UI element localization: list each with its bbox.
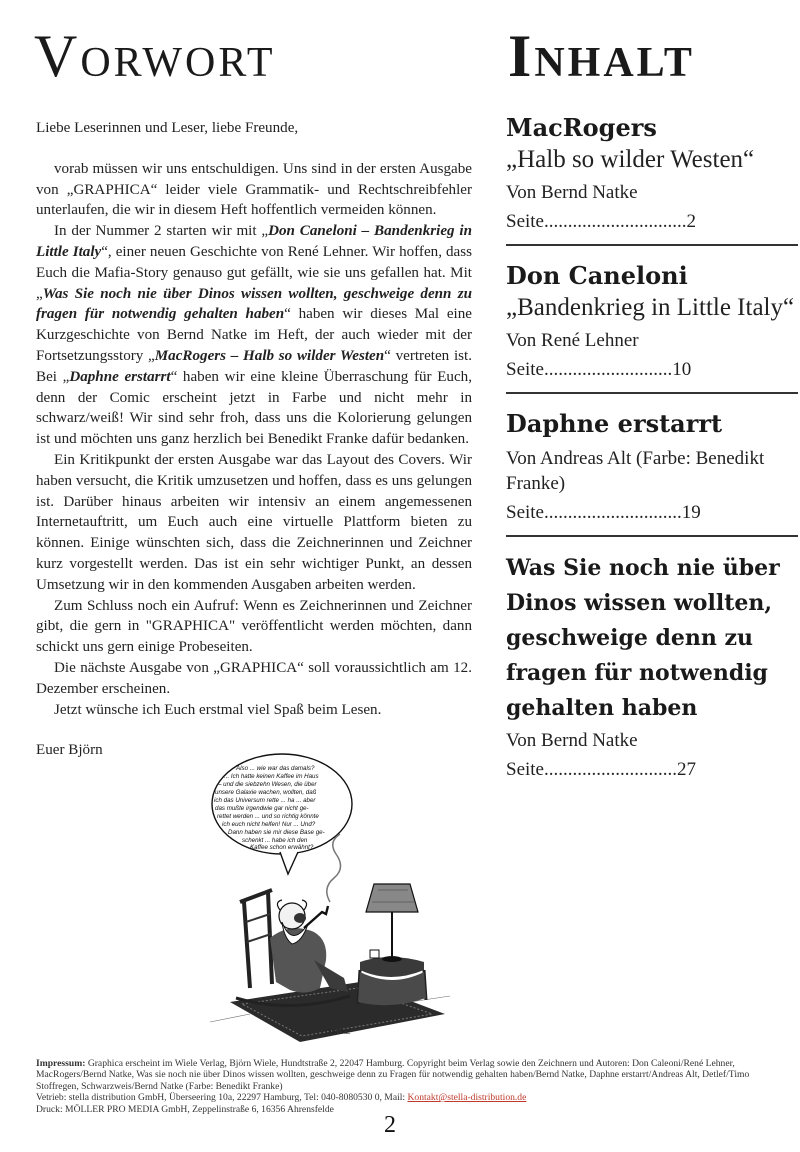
rocking-chair — [244, 892, 272, 988]
impressum-vertrieb — [36, 1092, 776, 1103]
paragraph-next-issue: Die nächste Ausgabe von „GRAPHICA“ soll voraussichtlich am 12. Dezember erscheinen. — [36, 659, 472, 697]
toc-entry-dinos — [506, 551, 796, 782]
toc-divider — [506, 244, 798, 246]
text-run: “ haben wir dieses Mal eine Kurzgeschichte von Bernd Natke im Heft, der auch wieder mit der Fortsetzungsstory „ — [36, 306, 472, 364]
toc-divider — [506, 392, 798, 394]
impressum-druck: Druck: MÖLLER PRO MEDIA GmbH, Zeppelinstraße 6, 16356 Ahrensfelde — [36, 1103, 334, 1115]
paragraph-critique: Ein Kritikpunkt der ersten Ausgabe war das Layout des Covers. Wir haben versucht, die Kritik umzusetzen und hoffen, dass es uns gelungen ist. Darüber hinaus arbeiten wir intensiv an einem angemessenen Internetauftritt, um Euch auch eine virtuelle Plattform bieten zu können. Einige wünschten sich, dass die Zeichnerinnen und Zeichner kurz vorgestellt werden. Das ist ein sehr wichtiger Punkt, an dessen Umsetzung wir in den kommenden Ausgaben arbeiten werden. — [36, 451, 472, 593]
toc-subtitle: „Halb so wilder Westen“ — [506, 146, 755, 173]
toc-page-ref: Seite...........................10 — [506, 359, 692, 380]
signature: Euer Björn — [36, 742, 103, 759]
page-number: 2 — [384, 1112, 396, 1138]
emphasis-title: Daphne erstarrt — [69, 368, 171, 385]
impressum-text — [36, 1058, 776, 1092]
toc-series-title: Don Caneloni — [506, 261, 688, 290]
paragraph-apology: vorab müssen wir uns entschuldigen. Uns sind in der ersten Ausgabe von „GRAPHICA“ leider viele Grammatik- und Rechtschreibfehler unterlaufen, die wir in diesem Heft hoffentlich vermeiden können. — [36, 160, 472, 219]
impressum — [36, 1058, 776, 1115]
lamp-shade — [366, 884, 418, 912]
toc-page-ref: Seite............................27 — [506, 759, 696, 780]
toc-entry-don-caneloni — [506, 260, 796, 382]
toc-subtitle: „Bandenkrieg in Little Italy“ — [506, 294, 795, 321]
toc-author: Von Bernd Natke — [506, 730, 638, 751]
emphasis-title: Was Sie noch nie über Dinos wissen wollten, geschweige denn zu fragen für notwendig gehalten haben — [36, 285, 472, 323]
impressum-body: Graphica erscheint im Wiele Verlag, Björn Wiele, Hundtstraße 2, 22047 Hamburg. Copyright beim Verlag sowie den Zeichnern und Autoren: Don Caleoni/René Lehner, MacRogers/Bernd Natke, Was sie noch nie über Dinos wissen wollten, geschweige denn zu Fragen für notwendig gehalten haben/Bernd Natke, Daphne erstarrt/Andreas Alt, Detlef/Timo Stoffregen, Schwarzweis/Bernd Natke (Farbe: Benedikt Franke) — [36, 1058, 750, 1092]
text-run: “, einer neuen Geschichte von René Lehner. Wir hoffen, dass Euch die Mafia-Story genauso gut gefällt, wie sie uns gefallen hat. Mit „ — [36, 243, 472, 302]
emphasis-title: MacRogers – Halb so wilder Westen — [154, 347, 385, 364]
artist-signature: NATKE — [328, 1029, 351, 1036]
toc-series-title: Daphne erstarrt — [506, 409, 723, 438]
text-run: In der Nummer 2 starten wir mit „ — [54, 223, 269, 240]
paragraph-call: Zum Schluss noch ein Aufruf: Wenn es Zeichnerinnen und Zeichner gibt, die gern in "GRAPHICA" veröffentlicht werden möchten, dann schickt uns gern einige Probeseiten. — [36, 597, 472, 656]
vertrieb-text: Vetrieb: stella distribution GmbH, Überseering 10a, 22297 Hamburg, Tel: 040-8080530 0, Mail: — [36, 1092, 406, 1104]
toc-entry-macrogers — [506, 112, 796, 234]
comic-illustration — [210, 752, 450, 1042]
impressum-label: Impressum: — [36, 1058, 86, 1069]
vorwort-heading: Vorwort — [34, 23, 276, 89]
paragraph-issue-contents — [36, 221, 472, 450]
toc-entry-daphne — [506, 408, 796, 525]
paragraph-closing: Jetzt wünsche ich Euch erstmal viel Spaß beim Lesen. — [54, 701, 382, 718]
text-run: “ vertreten ist. Bei „ — [36, 347, 472, 385]
toc-author: Von Bernd Natke — [506, 182, 638, 203]
greeting: Liebe Leserinnen und Leser, liebe Freunde, — [36, 120, 299, 136]
toc-divider — [506, 535, 798, 537]
table-of-contents — [506, 112, 796, 782]
toc-series-title: Was Sie noch nie über Dinos wissen wollten, geschweige denn zu fragen für notwendig gehalten haben — [506, 555, 780, 721]
toc-author: Von René Lehner — [506, 330, 639, 351]
toc-page-ref: Seite.............................19 — [506, 502, 701, 523]
toc-page-ref: Seite..............................2 — [506, 211, 696, 232]
smoke — [327, 834, 341, 902]
contact-email-link[interactable]: Kontakt@stella-distribution.de — [407, 1092, 527, 1104]
speech-bubble-text: Also ... wie war das damals? ... Ich hatte keinen Kaffee im Haus – und die siebzehn Wesen, die über unsere Galaxie wachen, wollten, daß ich das Universum rette ... ha ... aber das mußte irgendwie gar nicht ge- rettet werden ... und so richtig könnte ich euch nicht helfen! Nur ... Und? Dann haben sie mir diese Base ge- schenkt ... habe ich den Kaffee schon erwähnt? — [214, 765, 325, 851]
toc-author: Von Andreas Alt (Farbe: Benedikt Franke) — [506, 448, 765, 494]
vorwort-body — [36, 118, 472, 761]
text-run: “ haben wir eine kleine Überraschung für Euch, denn der Comic erscheint jetzt in Farbe und nicht mehr in schwarz/weiß! Wir sind sehr froh, dass uns die Kolorierung gelungen ist und möchten uns ganz herzlich bei Benedikt Franke dafür bedanken. — [36, 368, 473, 448]
inhalt-heading: Inhalt — [508, 23, 695, 89]
toc-series-title: MacRogers — [506, 113, 657, 142]
emphasis-title: Don Caneloni – Bandenkrieg in Little Italy — [36, 223, 472, 260]
